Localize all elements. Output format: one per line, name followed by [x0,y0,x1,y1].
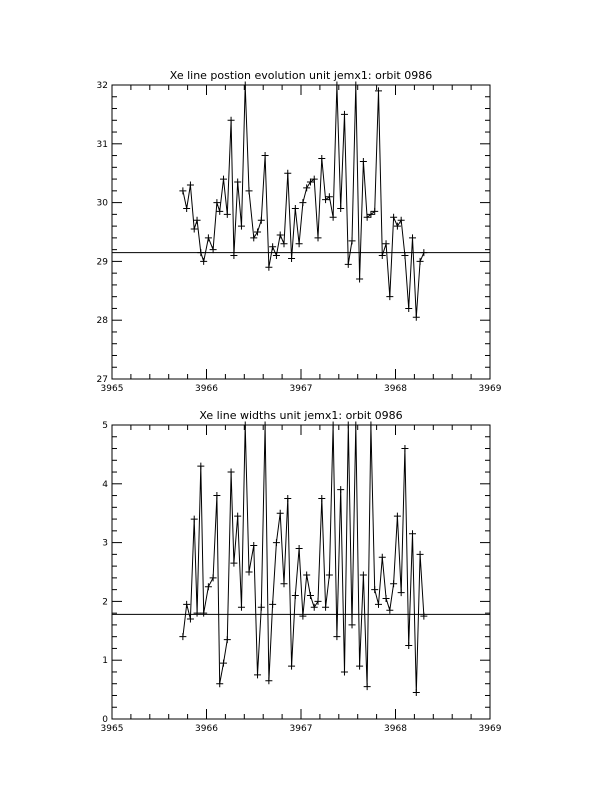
width-data-point [341,668,348,675]
position-data-point [330,214,337,221]
position-data-point [341,111,348,118]
position-data-point [405,305,412,312]
position-data-point [205,234,212,241]
width-data-point [288,663,295,670]
width-data-point [284,495,291,502]
width-data-point [311,604,318,611]
width-data-point [367,422,374,429]
position-y-tick-label: 30 [96,198,108,209]
position-data-point [258,217,265,224]
width-y-tick-label: 5 [102,421,108,431]
position-data-point [262,152,269,159]
position-plot-frame [112,85,490,379]
position-data-point [246,187,253,194]
position-data-point [191,226,198,233]
position-data-point [269,243,276,250]
width-data-point [326,571,333,578]
position-data-point [234,179,241,186]
width-data-point [413,689,420,696]
width-y-tick-label: 1 [102,656,108,667]
position-data-point [254,229,261,236]
width-data-point [352,422,359,429]
position-data-point [398,217,405,224]
position-chart-title: Xe line postion evolution unit jemx1: orbit 0986 [169,69,433,82]
position-data-point [333,82,340,89]
position-y-tick-label: 28 [96,316,108,327]
position-data-point [242,82,249,89]
width-x-tick-label: 3965 [100,724,124,734]
position-data-point [356,276,363,283]
width-data-point [409,530,416,537]
width-data-point [296,545,303,552]
width-data-point [191,516,198,523]
position-data-point [299,199,306,206]
width-data-point [210,574,217,581]
width-y-tick-label: 3 [102,538,108,549]
width-data-point [375,601,382,608]
width-data-point [262,422,269,429]
width-data-point [420,613,427,620]
position-data-point [375,87,382,94]
width-data-point [379,554,386,561]
position-series-line [183,85,424,317]
width-data-point [277,510,284,517]
position-data-point [349,237,356,244]
width-chart-title: Xe line widths unit jemx1: orbit 0986 [199,409,403,422]
width-panel [101,409,502,734]
width-data-point [398,589,405,596]
position-axes [97,81,502,394]
position-x-tick-label: 3965 [100,384,124,394]
width-data-point [417,551,424,558]
width-data-point [371,586,378,593]
position-data-point [250,234,257,241]
width-data-point [254,671,261,678]
position-data-point [284,170,291,177]
position-y-tick-label: 27 [96,375,108,385]
width-data-point [318,495,325,502]
width-data-point [345,422,352,429]
width-data-point [322,604,329,611]
width-data-point [273,539,280,546]
position-data-point [213,199,220,206]
width-data-point [356,663,363,670]
width-data-point [242,422,249,429]
width-data-point [205,583,212,590]
position-data-point [303,184,310,191]
position-data-point [197,249,204,256]
width-data-point [200,610,207,617]
width-data-point [179,633,186,640]
position-y-tick-label: 31 [96,139,108,150]
width-data-point [303,571,310,578]
position-data-point [296,240,303,247]
width-data-point [224,636,231,643]
position-y-tick-label: 29 [96,257,108,268]
width-series [112,422,490,697]
width-data-point [220,660,227,667]
width-data-point [238,604,245,611]
position-data-point [352,82,359,89]
width-plot-frame [112,425,490,719]
width-data-point [265,677,272,684]
position-data-point [194,217,201,224]
width-y-tick-label: 0 [102,715,108,725]
width-data-point [292,592,299,599]
width-data-point [333,633,340,640]
width-data-point [194,610,201,617]
position-data-point [413,314,420,321]
position-data-point [315,234,322,241]
width-data-point [330,422,337,429]
position-data-point [383,240,390,247]
position-data-point [386,293,393,300]
position-data-point [360,158,367,165]
position-data-point [216,208,223,215]
width-data-point [187,616,194,623]
width-x-tick-label: 3969 [478,724,502,734]
position-data-point [265,264,272,271]
width-data-point [360,571,367,578]
width-data-point [183,601,190,608]
width-data-point [269,601,276,608]
position-data-point [417,258,424,265]
width-data-point [386,607,393,614]
position-data-point [238,223,245,230]
width-data-point [197,463,204,470]
width-data-point [250,542,257,549]
position-panel [97,69,502,394]
width-series-line [183,425,424,693]
width-data-point [405,642,412,649]
position-data-point [280,240,287,247]
position-data-point [318,155,325,162]
position-y-tick-label: 32 [96,81,108,91]
position-data-point [345,261,352,268]
width-x-tick-label: 3967 [289,724,313,734]
position-data-point [224,211,231,218]
width-x-tick-label: 3968 [384,724,407,734]
position-data-point [390,214,397,221]
position-x-tick-label: 3966 [195,384,218,394]
position-x-tick-label: 3969 [478,384,502,394]
width-data-point [383,595,390,602]
position-x-tick-label: 3968 [384,384,407,394]
position-data-point [288,255,295,262]
width-data-point [234,513,241,520]
position-series [112,82,490,321]
width-y-tick-label: 2 [102,597,108,608]
position-data-point [337,205,344,212]
width-data-point [364,683,371,690]
width-data-point [394,513,401,520]
width-data-point [401,445,408,452]
position-data-point [394,223,401,230]
width-data-point [230,560,237,567]
position-data-point [420,249,427,256]
width-data-point [213,492,220,499]
position-data-point [220,176,227,183]
width-data-point [258,604,265,611]
width-data-point [349,621,356,628]
width-data-point [337,486,344,493]
position-data-point [200,258,207,265]
width-data-point [315,598,322,605]
position-x-tick-label: 3967 [289,384,313,394]
width-data-point [307,592,314,599]
position-data-point [228,117,235,124]
position-data-point [292,205,299,212]
position-data-point [179,187,186,194]
width-data-point [280,580,287,587]
width-y-tick-label: 4 [102,479,108,490]
width-data-point [390,580,397,587]
width-data-point [299,613,306,620]
position-data-point [183,205,190,212]
width-data-point [216,680,223,687]
position-data-point [409,234,416,241]
position-data-point [187,181,194,188]
width-data-point [228,469,235,476]
position-data-point [277,231,284,238]
width-x-tick-label: 3966 [195,724,218,734]
width-data-point [246,569,253,576]
